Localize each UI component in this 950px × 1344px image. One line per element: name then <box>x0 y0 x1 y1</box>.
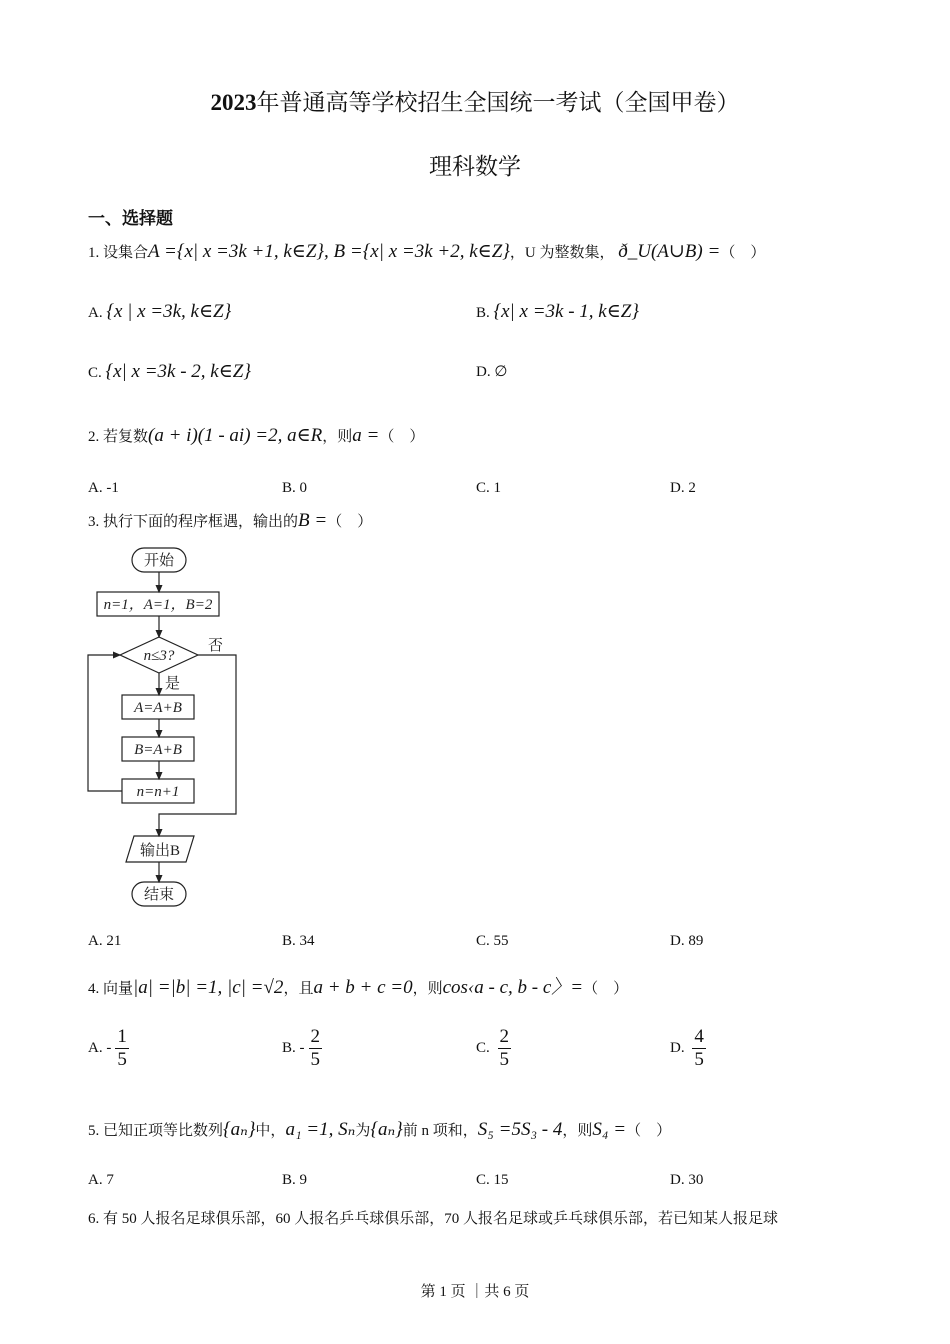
q5-option-a: A. 7 <box>88 1172 114 1188</box>
q2-option-d: D. 2 <box>670 480 696 496</box>
flowchart-output-label: 输出B <box>139 843 181 859</box>
flowchart-yes-label: 是 <box>165 676 181 692</box>
q4-option-a: A. - $\frac{1}{5}$ <box>88 1026 127 1070</box>
question-6: 6. 有 50 人报名足球俱乐部，60 人报名乒乓球俱乐部，70 人报名足球或乒乓球俱乐部，若已知某人报足球 <box>88 1211 779 1227</box>
section-heading: 一、选择题 <box>88 209 173 228</box>
q5-option-b: B. 9 <box>282 1172 308 1188</box>
flowchart-condition-label: n≤3? <box>143 648 175 664</box>
flowchart-end-label: 结束 <box>143 887 175 903</box>
flowchart-step3-label: n=n+1 <box>136 784 180 800</box>
q3-option-d: D. 89 <box>670 933 704 949</box>
question-4: 4. 向量|a| =|b| =1, |c| =√2，且a + b + c =0，则cos‹a - c, b - c〉=（ ） <box>88 977 629 998</box>
exam-subtitle: 理科数学 <box>429 154 521 179</box>
q3-option-a: A. 21 <box>88 933 122 949</box>
q1-option-a: A. {x | x =3k, k∈Z} <box>88 301 232 322</box>
flowchart-step2-label: B=A+B <box>134 742 182 758</box>
q4-option-b: B. - $\frac{2}{5}$ <box>282 1026 321 1070</box>
flowchart-start-label: 开始 <box>143 553 175 569</box>
q4-option-c: C. $\frac{2}{5}$ <box>476 1026 510 1070</box>
q5-option-c: C. 15 <box>476 1172 509 1188</box>
q1-option-d: D. ∅ <box>476 364 508 380</box>
question-2: 2. 若复数(a + i)(1 - ai) =2, a∈R，则a =（ ） <box>88 425 425 446</box>
flowchart <box>80 540 280 920</box>
q3-option-b: B. 34 <box>282 933 315 949</box>
q4-option-d: D. $\frac{4}{5}$ <box>670 1026 704 1070</box>
page-footer: 第 1 页 ｜共 6 页 <box>420 1284 530 1300</box>
q3-option-c: C. 55 <box>476 933 509 949</box>
question-5: 5. 已知正项等比数列{aₙ}中，a₁ =1, Sₙ为{aₙ}前 n 项和，S₅ =5S₃ - 4，则S₄ =（ ） <box>88 1119 672 1140</box>
q2-option-a: A. -1 <box>88 480 119 496</box>
q2-option-b: B. 0 <box>282 480 308 496</box>
flowchart-no-label: 否 <box>208 638 224 654</box>
q1-option-b: B. {x| x =3k - 1, k∈Z} <box>476 301 639 322</box>
q1-option-c: C. {x| x =3k - 2, k∈Z} <box>88 361 251 382</box>
flowchart-step1-label: A=A+B <box>134 700 182 716</box>
exam-title: 2023年普通高等学校招生全国统一考试（全国甲卷） <box>210 90 740 115</box>
q2-option-c: C. 1 <box>476 480 502 496</box>
flowchart-init-label: n=1，A=1，B=2 <box>103 597 213 613</box>
q5-option-d: D. 30 <box>670 1172 704 1188</box>
question-3: 3. 执行下面的程序框遇，输出的B =（ ） <box>88 510 373 531</box>
question-1: 1. 设集合A ={x| x =3k +1, k∈Z}, B ={x| x =3k +2, k∈Z}，U 为整数集， ð_U(A∪B) =（ ） <box>88 241 766 262</box>
